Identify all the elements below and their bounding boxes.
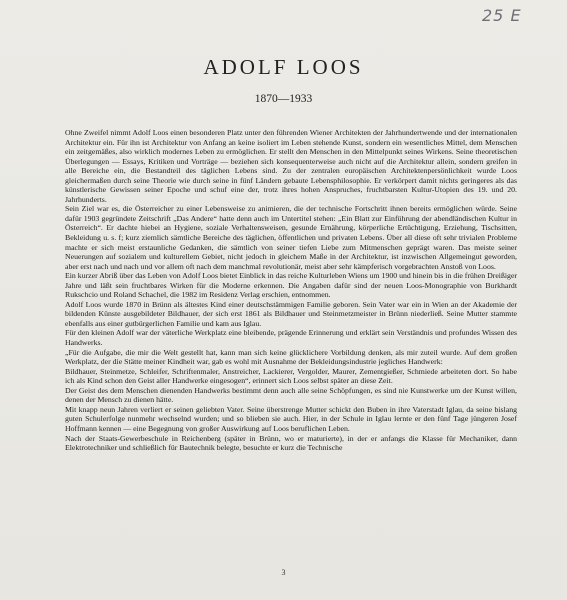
page-title: ADOLF LOOS bbox=[203, 55, 364, 79]
paragraph: Der Geist des dem Menschen dienenden Handwerks bestimmt denn auch alle seine Schöpfungen, es sind nie Kunstwerke um der Kunst willen, denen der Mensch zu dienen hätte. bbox=[65, 385, 517, 405]
paragraph: Ein kurzer Abriß über das Leben von Adolf Loos bietet Einblick in das reiche Kulturleben Wiens um 1900 und hinein bis in die frühen Dreißiger Jahre und läßt sein fruchtbares Wirken für die Moderne erkennen. Die Angaben dafür sind der neuen Loos-Monographie von Burkhardt Rukschcio und Roland Schachel, die 1982 im Residenz Verlag erschien, entnommen. bbox=[65, 271, 517, 300]
paragraph: Sein Ziel war es, die Österreicher zu einer Lebensweise zu animieren, die der technische Fortschritt ihnen bereits ermöglichen würde. Seine dafür 1903 gegründete Zeitschrift „Das Andere“ hatte denn auch im Untertitel stehen: „Ein Blatt zur Einführung der abendländischen Kultur in Österreich“. Er dachte hiebei an Hygiene, soziale Verhaltensweisen, gesunde Ernährung, körperliche Ertüchtigung, Erziehung, Tischsitten, Bekleidung u. s. f; kurz ziemlich sämtliche Bereiche des täglichen, öffentlichen und privaten Lebens. Über all diese oft sehr trivialen Probleme machte er sich meist erstaunliche Gedanken, die sämtlich von seiner tiefen Liebe zum Mitmenschen geprägt waren. Das meiste seiner Neuerungen auf sozialem und kulturellem Gebiet, nicht jedoch in gleichem Maße in der Architektur, ist inzwischen Allgemeingut geworden, aber erst nach und nach und vor allem oft nach dem manchmal revolutionär, meist aber sehr kämpferisch vorgebrachten Anstoß von Loos. bbox=[65, 204, 517, 271]
paragraph: Adolf Loos wurde 1870 in Brünn als ältestes Kind einer deutschstämmigen Familie geboren. Sein Vater war ein in Wien an der Akademie der bildenden Künste ausgebildeter Bildhauer, der sich erst 1861 als Bildhauer und Steinmetzmeister in Brünn niederließ. Seine Mutter stammte ebenfalls aus einer gutbürgerlichen Familie und kam aus Iglau. bbox=[65, 299, 517, 328]
paragraph: Mit knapp neun Jahren verliert er seinen geliebten Vater. Seine überstrenge Mutter schickt den Buben in ihre Vaterstadt Iglau, da seine bislang guten Schulerfolge nunmehr wechselnd wurden; und so blieben sie auch. Hier, in der Schule in Iglau lernte er den fünf Tage jüngeren Josef Hoffmann kennen — eine Begegnung von großer Auswirkung auf Loos beruflichen Leben. bbox=[65, 404, 517, 433]
page-number: 3 bbox=[281, 568, 286, 577]
paragraph: „Für die Aufgabe, die mir die Welt gestellt hat, kann man sich keine glücklichere Vorbildung denken, als mir zuteil wurde. Auf dem großen Werkplatz, der die Stätte meiner Kindheit war, gab es wohl mit Ausnahme der Bekleidungsindustrie jegliches Handwerk: bbox=[65, 347, 517, 367]
paragraph: Ohne Zweifel nimmt Adolf Loos einen besonderen Platz unter den führenden Wiener Architekten der Jahrhundertwende und der internationalen Architektur ein. Für ihn ist Architektur von Anfang an keine isoliert im Leben stehende Kunst, sondern ein wesentliches Mittel, dem Menschen ein zeitgemäßes, also wirklich modernes Leben zu ermöglichen. Er stellt den Menschen in den Mittelpunkt seines Wirkens. Seine theoretischen Überlegungen — Essays, Kritiken und Vorträge — beziehen sich konsequenterweise auch nicht auf die Architektur allein, sondern greifen in alle Bereiche ein, die Bestandteil des täglichen Lebens sind. Zu der zentralen europäischen Architektenpersönlichkeit wurde Loos gleichermaßen durch seine Theorie wie durch seine in fünf Ländern gebaute Lebensphilosophie. Er verkörpert damit nichts geringeres als das künstlerische Gewissen seiner Epoche und schuf eine der, trotz ihres hohen Anspruches, fruchtbarsten Kultur-Utopien des 19. und 20. Jahrhunderts. bbox=[65, 128, 517, 204]
paragraph: Nach der Staats-Gewerbeschule in Reichenberg (später in Brünn, wo er maturierte), in der er anfangs die Klasse für Mechaniker, dann Elektrotechniker und schließlich für Bautechnik belegte, besuchte er kurz die Technische bbox=[65, 433, 517, 453]
life-years: 1870—1933 bbox=[254, 93, 313, 105]
paragraph: Bildhauer, Steinmetze, Schleifer, Schriftenmaler, Anstreicher, Lackierer, Vergolder, Maurer, Zementgießer, Schmiede arbeiteten dort. So habe ich als Kind schon den Geist aller Handwerke eingesogen“, erinnert sich Loos selbst später an diese Zeit. bbox=[65, 366, 517, 386]
body-text bbox=[65, 128, 517, 548]
handwritten-note: 25 E bbox=[482, 6, 522, 25]
paragraph: Für den kleinen Adolf war der väterliche Werkplatz eine bleibende, prägende Erinnerung und erklärt sein Verständnis und profundes Wissen des Handwerks. bbox=[65, 328, 517, 348]
